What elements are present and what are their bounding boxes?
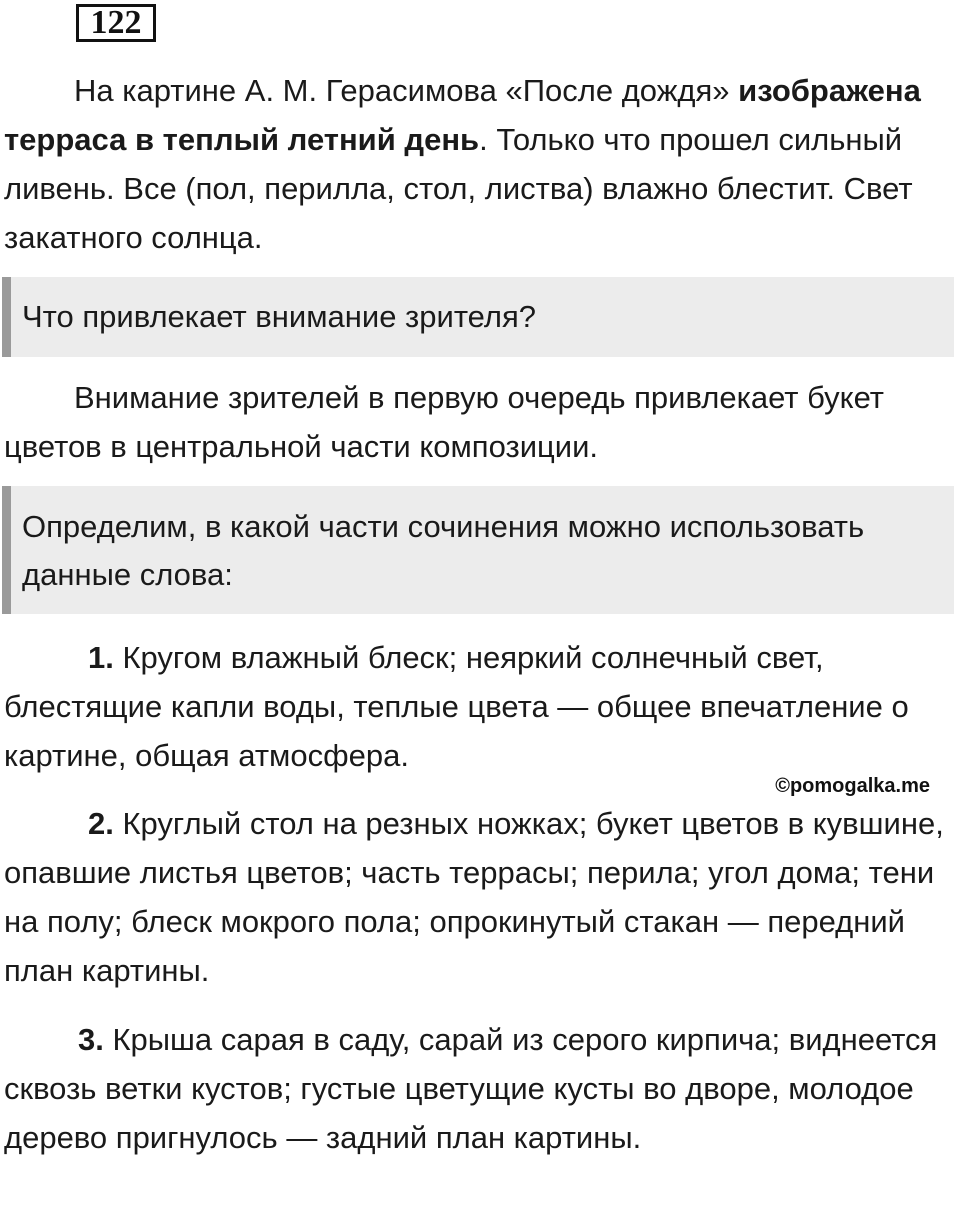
list-item-3 [4, 1015, 954, 1162]
list-item-3-text: Крыша сарая в саду, сарай из серого кирпича; виднеется сквозь ветки кустов; густые цветущие кусты во дворе, молодое дерево пригнулось — задний план картины. [4, 1022, 938, 1155]
question-2-text: Определим, в какой части сочинения можно использовать данные слова: [22, 509, 865, 592]
question-block-2 [2, 486, 954, 614]
list-item-3-number: 3. [78, 1022, 104, 1057]
task-number-badge: 122 [76, 4, 156, 42]
answer-paragraph-1 [4, 373, 954, 471]
list-item-2-number: 2. [88, 806, 114, 841]
list-item-2 [4, 799, 954, 995]
question-1-text: Что привлекает внимание зрителя? [22, 299, 536, 334]
list-item-1 [4, 633, 954, 780]
watermark: ©pomogalka.me [775, 775, 930, 797]
intro-rest-text: . Только что прошел сильный ливень. Все (пол, перилла, стол, листва) влажно блестит. Свет закатного солнца. [4, 122, 913, 255]
intro-bold-text: изображена терраса в теплый летний день [4, 73, 921, 157]
list-item-1-text: Кругом влажный блеск; неяркий солнечный свет, блестящие капли воды, теплые цвета — общее впечатление о картине, общая атмосфера. [4, 640, 909, 773]
question-block-1 [2, 277, 954, 357]
answer-1-text: Внимание зрителей в первую очередь привлекает букет цветов в центральной части композиции. [4, 380, 884, 464]
list-item-1-number: 1. [88, 640, 114, 675]
intro-paragraph [4, 66, 954, 262]
intro-lead-text: На картине А. М. Герасимова «После дождя» [74, 73, 739, 108]
list-item-2-text: Круглый стол на резных ножках; букет цветов в кувшине, опавшие листья цветов; часть террасы; перила; угол дома; тени на полу; блеск мокрого пола; опрокинутый стакан — передний план картины. [4, 806, 944, 988]
